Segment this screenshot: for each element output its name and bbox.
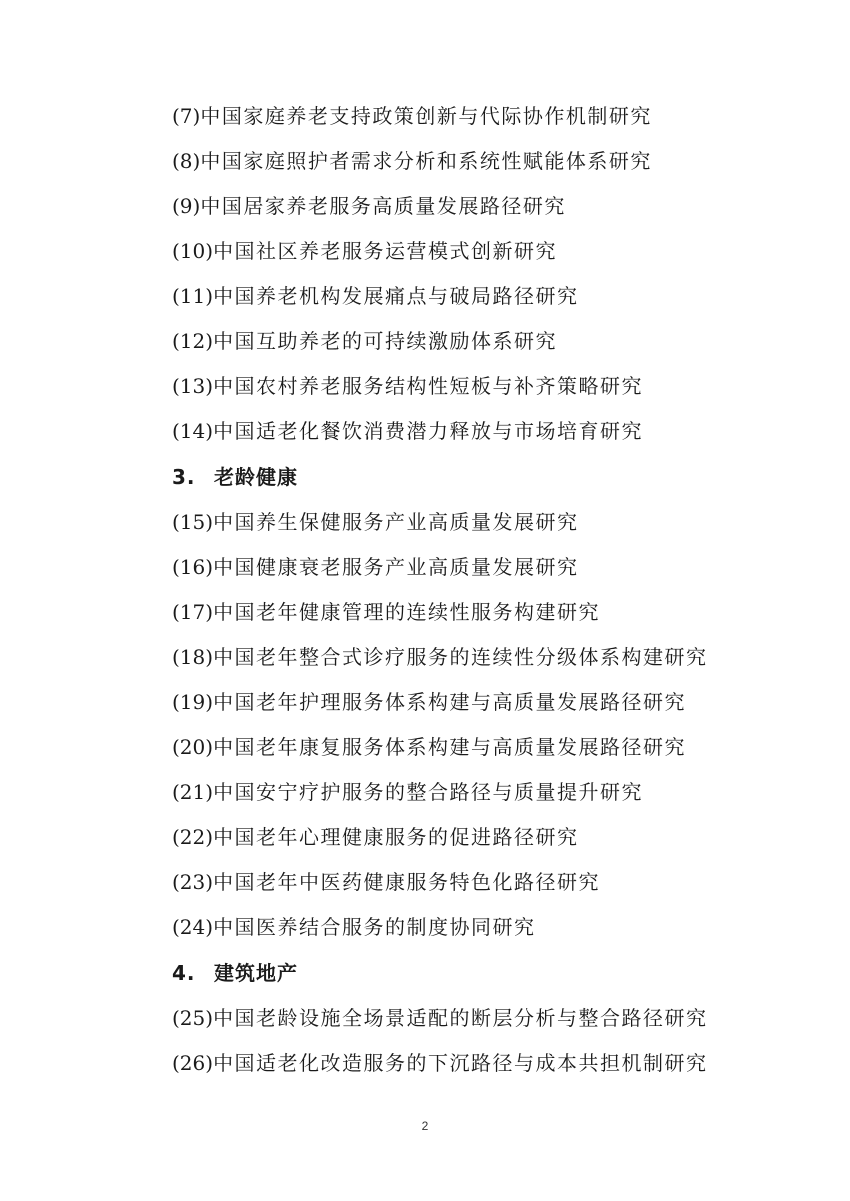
list-item-23: (23)中国老年中医药健康服务特色化路径研究 [172,870,601,894]
section-heading-3: 3. 老龄健康 [172,465,298,489]
list-item-17: (17)中国老年健康管理的连续性服务构建研究 [172,600,601,624]
list-item-16: (16)中国健康衰老服务产业高质量发展研究 [172,555,579,579]
list-item-7: (7)中国家庭养老支持政策创新与代际协作机制研究 [172,104,652,128]
list-item-20: (20)中国老年康复服务体系构建与高质量发展路径研究 [172,735,687,759]
list-item-22: (22)中国老年心理健康服务的促进路径研究 [172,825,579,849]
list-item-8: (8)中国家庭照护者需求分析和系统性赋能体系研究 [172,149,652,173]
list-item-25: (25)中国老龄设施全场景适配的断层分析与整合路径研究 [172,1006,708,1030]
list-item-24: (24)中国医养结合服务的制度协同研究 [172,915,536,939]
list-item-21: (21)中国安宁疗护服务的整合路径与质量提升研究 [172,780,644,804]
list-item-26: (26)中国适老化改造服务的下沉路径与成本共担机制研究 [172,1051,708,1075]
list-item-9: (9)中国居家养老服务高质量发展路径研究 [172,194,566,218]
list-item-18: (18)中国老年整合式诊疗服务的连续性分级体系构建研究 [172,645,708,669]
list-item-11: (11)中国养老机构发展痛点与破局路径研究 [172,284,579,308]
page-number: 2 [421,1119,429,1133]
list-item-13: (13)中国农村养老服务结构性短板与补齐策略研究 [172,374,644,398]
section-heading-4: 4. 建筑地产 [172,961,298,985]
list-item-10: (10)中国社区养老服务运营模式创新研究 [172,239,558,263]
list-item-14: (14)中国适老化餐饮消费潜力释放与市场培育研究 [172,419,644,443]
list-item-19: (19)中国老年护理服务体系构建与高质量发展路径研究 [172,690,687,714]
list-item-12: (12)中国互助养老的可持续激励体系研究 [172,329,558,353]
list-item-15: (15)中国养生保健服务产业高质量发展研究 [172,510,579,534]
